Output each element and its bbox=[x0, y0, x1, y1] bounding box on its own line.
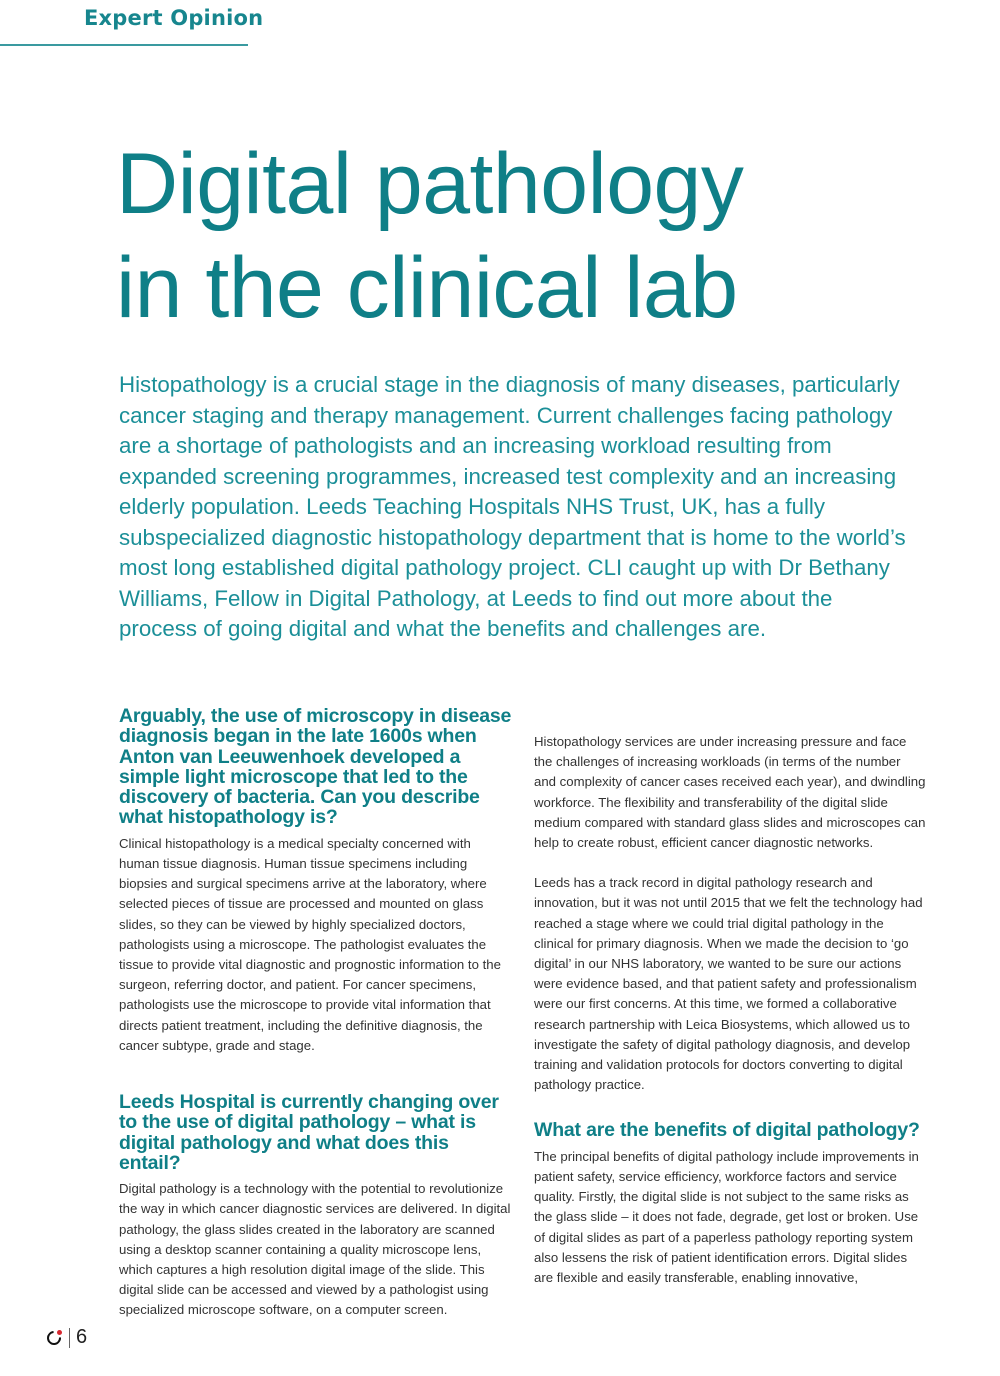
section-divider bbox=[0, 44, 248, 46]
question-heading: Arguably, the use of microscopy in disease diagnosis began in the late 1600s when Anton van Leeuwenhoek developed a simple light microscope that led to the discovery of bacteria. Can you describe what histopathology is? bbox=[119, 705, 512, 829]
answer-paragraph: The principal benefits of digital pathology include improvements in patient safety, service efficiency, workforce factors and service quality. Firstly, the digital slide is not subject to the same risks as the glass slide – it does not fade, degrade, get lost or broken. Use of digital slides as part of a paperless pathology reporting system also lessens the risk of patient identification errors. Digital slides are flexible and easily transferable, enabling innovative, bbox=[534, 1148, 919, 1285]
title-line-2: in the clinical lab bbox=[116, 240, 738, 336]
answer-paragraph: Clinical histopathology is a medical specialty concerned with human tissue diagnosis. Human tissue specimens including biopsies and surgical specimens arrive at the laboratory, where selected pieces of tissue are processed and mounted on glass slides, so they can be viewed by highly specialized doctors, pathologists using a microscope. The pathologist evaluates the tissue to provide vital diagnostic and prognostic information to the surgeon, referring doctor, and patient. For cancer specimens, pathologists use the microscope to provide vital information that directs patient treatment, including the definitive diagnosis, the cancer subtype, grade and stage. bbox=[119, 835, 501, 1053]
left-column bbox=[119, 706, 514, 1321]
footer-divider bbox=[69, 1328, 70, 1348]
right-column bbox=[534, 732, 926, 1288]
intro-paragraph: Histopathology is a crucial stage in the diagnosis of many diseases, particularly cancer staging and therapy management. Current challenges facing pathology are a shortage of pathologists and an increasing workload resulting from expanded screening programmes, increased test complexity and an increasing elderly population. Leeds Teaching Hospitals NHS Trust, UK, has a fully subspecialized diagnostic histopathology department that is home to the world’s most long established digital pathology project. CLI caught up with Dr Bethany Williams, Fellow in Digital Pathology, at Leeds to find out more about the process of going digital and what the benefits and challenges are. bbox=[119, 372, 906, 641]
title-line-1: Digital pathology bbox=[116, 136, 744, 232]
question-heading: What are the benefits of digital pathology? bbox=[534, 1119, 920, 1142]
body-paragraph: Leeds has a track record in digital pathology research and innovation, but it was not until 2015 that we felt the technology had reached a stage where we could trial digital pathology in the clinical for primary diagnosis. When we made the decision to ‘go digital’ in our NHS laboratory, we wanted to be sure our actions were evidence based, and that patient safety and professionalism were our first concerns. At this time, we formed a collaborative research partnership with Leica Biosystems, which allowed us to investigate the safety of digital pathology diagnosis, and develop training and validation protocols for doctors converting to digital pathology practice. bbox=[534, 875, 923, 1093]
body-paragraph: Histopathology services are under increasing pressure and face the challenges of increasing workloads (in terms of the number and complexity of cancer cases received each year), and dwindling workforce. The flexibility and transferability of the digital slide medium compared with standard glass slides and microscopes can help to create robust, efficient cancer diagnostic networks. bbox=[534, 734, 926, 851]
page-footer bbox=[47, 1326, 87, 1349]
cli-logo-icon bbox=[47, 1330, 63, 1346]
question-heading: Leeds Hospital is currently changing over to the use of digital pathology – what is digital pathology and what does this entail? bbox=[119, 1091, 499, 1174]
answer-paragraph: Digital pathology is a technology with the potential to revolutionize the way in which cancer diagnostic services are delivered. In digital pathology, the glass slides created in the laboratory are scanned using a desktop scanner containing a quality microscope lens, which captures a high resolution digital image of the slide. This digital slide can be accessed and viewed by a pathologist using specialized microscope software, on a computer screen. bbox=[119, 1181, 511, 1318]
page-title bbox=[116, 132, 743, 340]
page-number: 6 bbox=[76, 1326, 88, 1348]
section-label: Expert Opinion bbox=[84, 6, 264, 30]
